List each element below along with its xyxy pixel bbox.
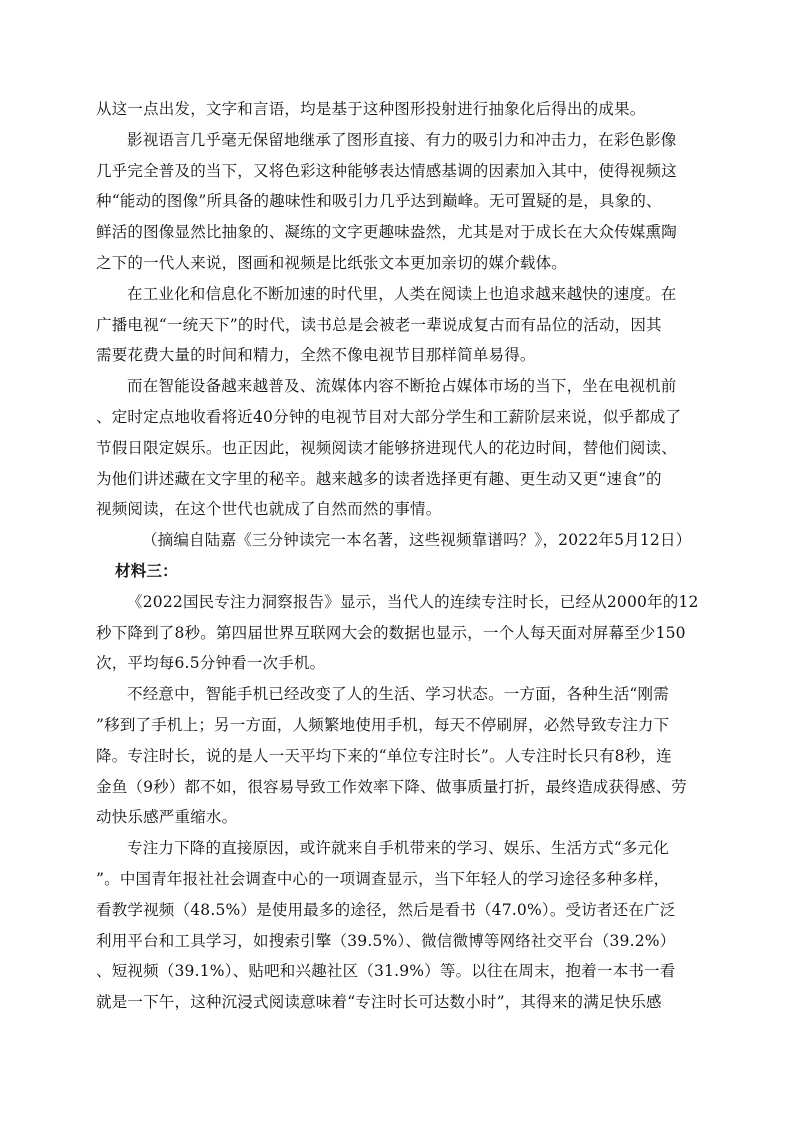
text-line: 视频阅读，在这个世代也就成了自然而然的事情。 xyxy=(96,500,442,519)
section-heading: 材料三： xyxy=(115,560,178,580)
source-citation: （摘编自陆嘉《三分钟读完一本名著，这些视频靠谱吗？》，2022年5月12日） xyxy=(142,531,692,550)
text-line: 种“能动的图像”所具备的趣味性和吸引力几乎达到巅峰。无可置疑的是，具象的、 xyxy=(96,192,662,211)
text-line: 次，平均每6.5分钟看一次手机。 xyxy=(96,654,326,673)
text-line: 、短视频（39.1%）、贴吧和兴趣社区（31.9%）等。以往在周末，抱着一本书一看 xyxy=(96,962,676,981)
document-page xyxy=(96,94,699,1018)
text-line: 为他们讲述藏在文字里的秘辛。越来越多的读者选择更有趣、更生动又更“速食”的 xyxy=(96,469,662,488)
text-line: 节假日限定娱乐。也正因此，视频阅读才能够挤进现代人的花边时间，替他们阅读、 xyxy=(96,438,677,457)
text-line: 之下的一代人来说，图画和视频是比纸张文本更加亲切的媒介载体。 xyxy=(96,253,568,272)
text-line: 动快乐感严重缩水。 xyxy=(96,808,238,827)
text-line: 利用平台和工具学习，如搜索引擎（39.5%）、微信微博等网络社交平台（39.2%） xyxy=(96,931,676,950)
text-line: 就是一下午，这种沉浸式阅读意味着“专注时长可达数小时”，其得来的满足快乐感 xyxy=(96,993,662,1012)
text-line: 《2022国民专注力洞察报告》显示，当代人的连续专注时长，已经从2000年的12 xyxy=(127,592,699,611)
text-line: 专注力下降的直接原因，或许就来自手机带来的学习、娱乐、生活方式“多元化 xyxy=(127,839,669,858)
text-line: 看教学视频（48.5%）是使用最多的途径，然后是看书（47.0%）。受访者还在广泛 xyxy=(96,900,676,919)
text-line: 从这一点出发，文字和言语，均是基于这种图形投射进行抽象化后得出的成果。 xyxy=(96,100,646,118)
text-line: 降。专注时长，说的是人一天平均下来的“单位专注时长”。人专注时长只有8秒，连 xyxy=(96,746,672,765)
text-line: ”移到了手机上；另一方面，人频繁地使用手机，每天不停刷屏，必然导致专注力下 xyxy=(96,715,670,734)
text-line: 秒下降到了8秒。第四届世界互联网大会的数据也显示，一个人每天面对屏幕至少150 xyxy=(96,623,686,642)
text-line: 在工业化和信息化不断加速的时代里，人类在阅读上也追求越来越快的速度。在 xyxy=(127,284,677,303)
text-line: 金鱼（9秒）都不如，很容易导致工作效率下降、做事质量打折，最终造成获得感、劳 xyxy=(96,777,687,796)
text-line: 、定时定点地收看将近40分钟的电视节目对大部分学生和工薪阶层来说，似乎都成了 xyxy=(96,407,682,426)
text-line: 而在智能设备越来越普及、流媒体内容不断抢占媒体市场的当下，坐在电视机前 xyxy=(127,377,677,396)
text-line: 不经意中，智能手机已经改变了人的生活、学习状态。一方面，各种生活“刚需 xyxy=(127,685,669,704)
text-line: 鲜活的图像显然比抽象的、凝练的文字更趣味盎然，尤其是对于成长在大众传媒熏陶 xyxy=(96,223,677,242)
text-line: 影视语言几乎毫无保留地继承了图形直接、有力的吸引力和冲击力，在彩色影像 xyxy=(127,130,677,149)
text-line: 几乎完全普及的当下，又将色彩这种能够表达情感基调的因素加入其中，使得视频这 xyxy=(96,161,677,180)
text-line: 需要花费大量的时间和精力，全然不像电视节目那样简单易得。 xyxy=(96,346,536,365)
text-line: ”。中国青年报社社会调查中心的一项调查显示，当下年轻人的学习途径多种多样， xyxy=(96,869,670,888)
text-line: 广播电视“一统天下”的时代，读书总是会被老一辈说成复古而有品位的活动，因其 xyxy=(96,315,662,334)
